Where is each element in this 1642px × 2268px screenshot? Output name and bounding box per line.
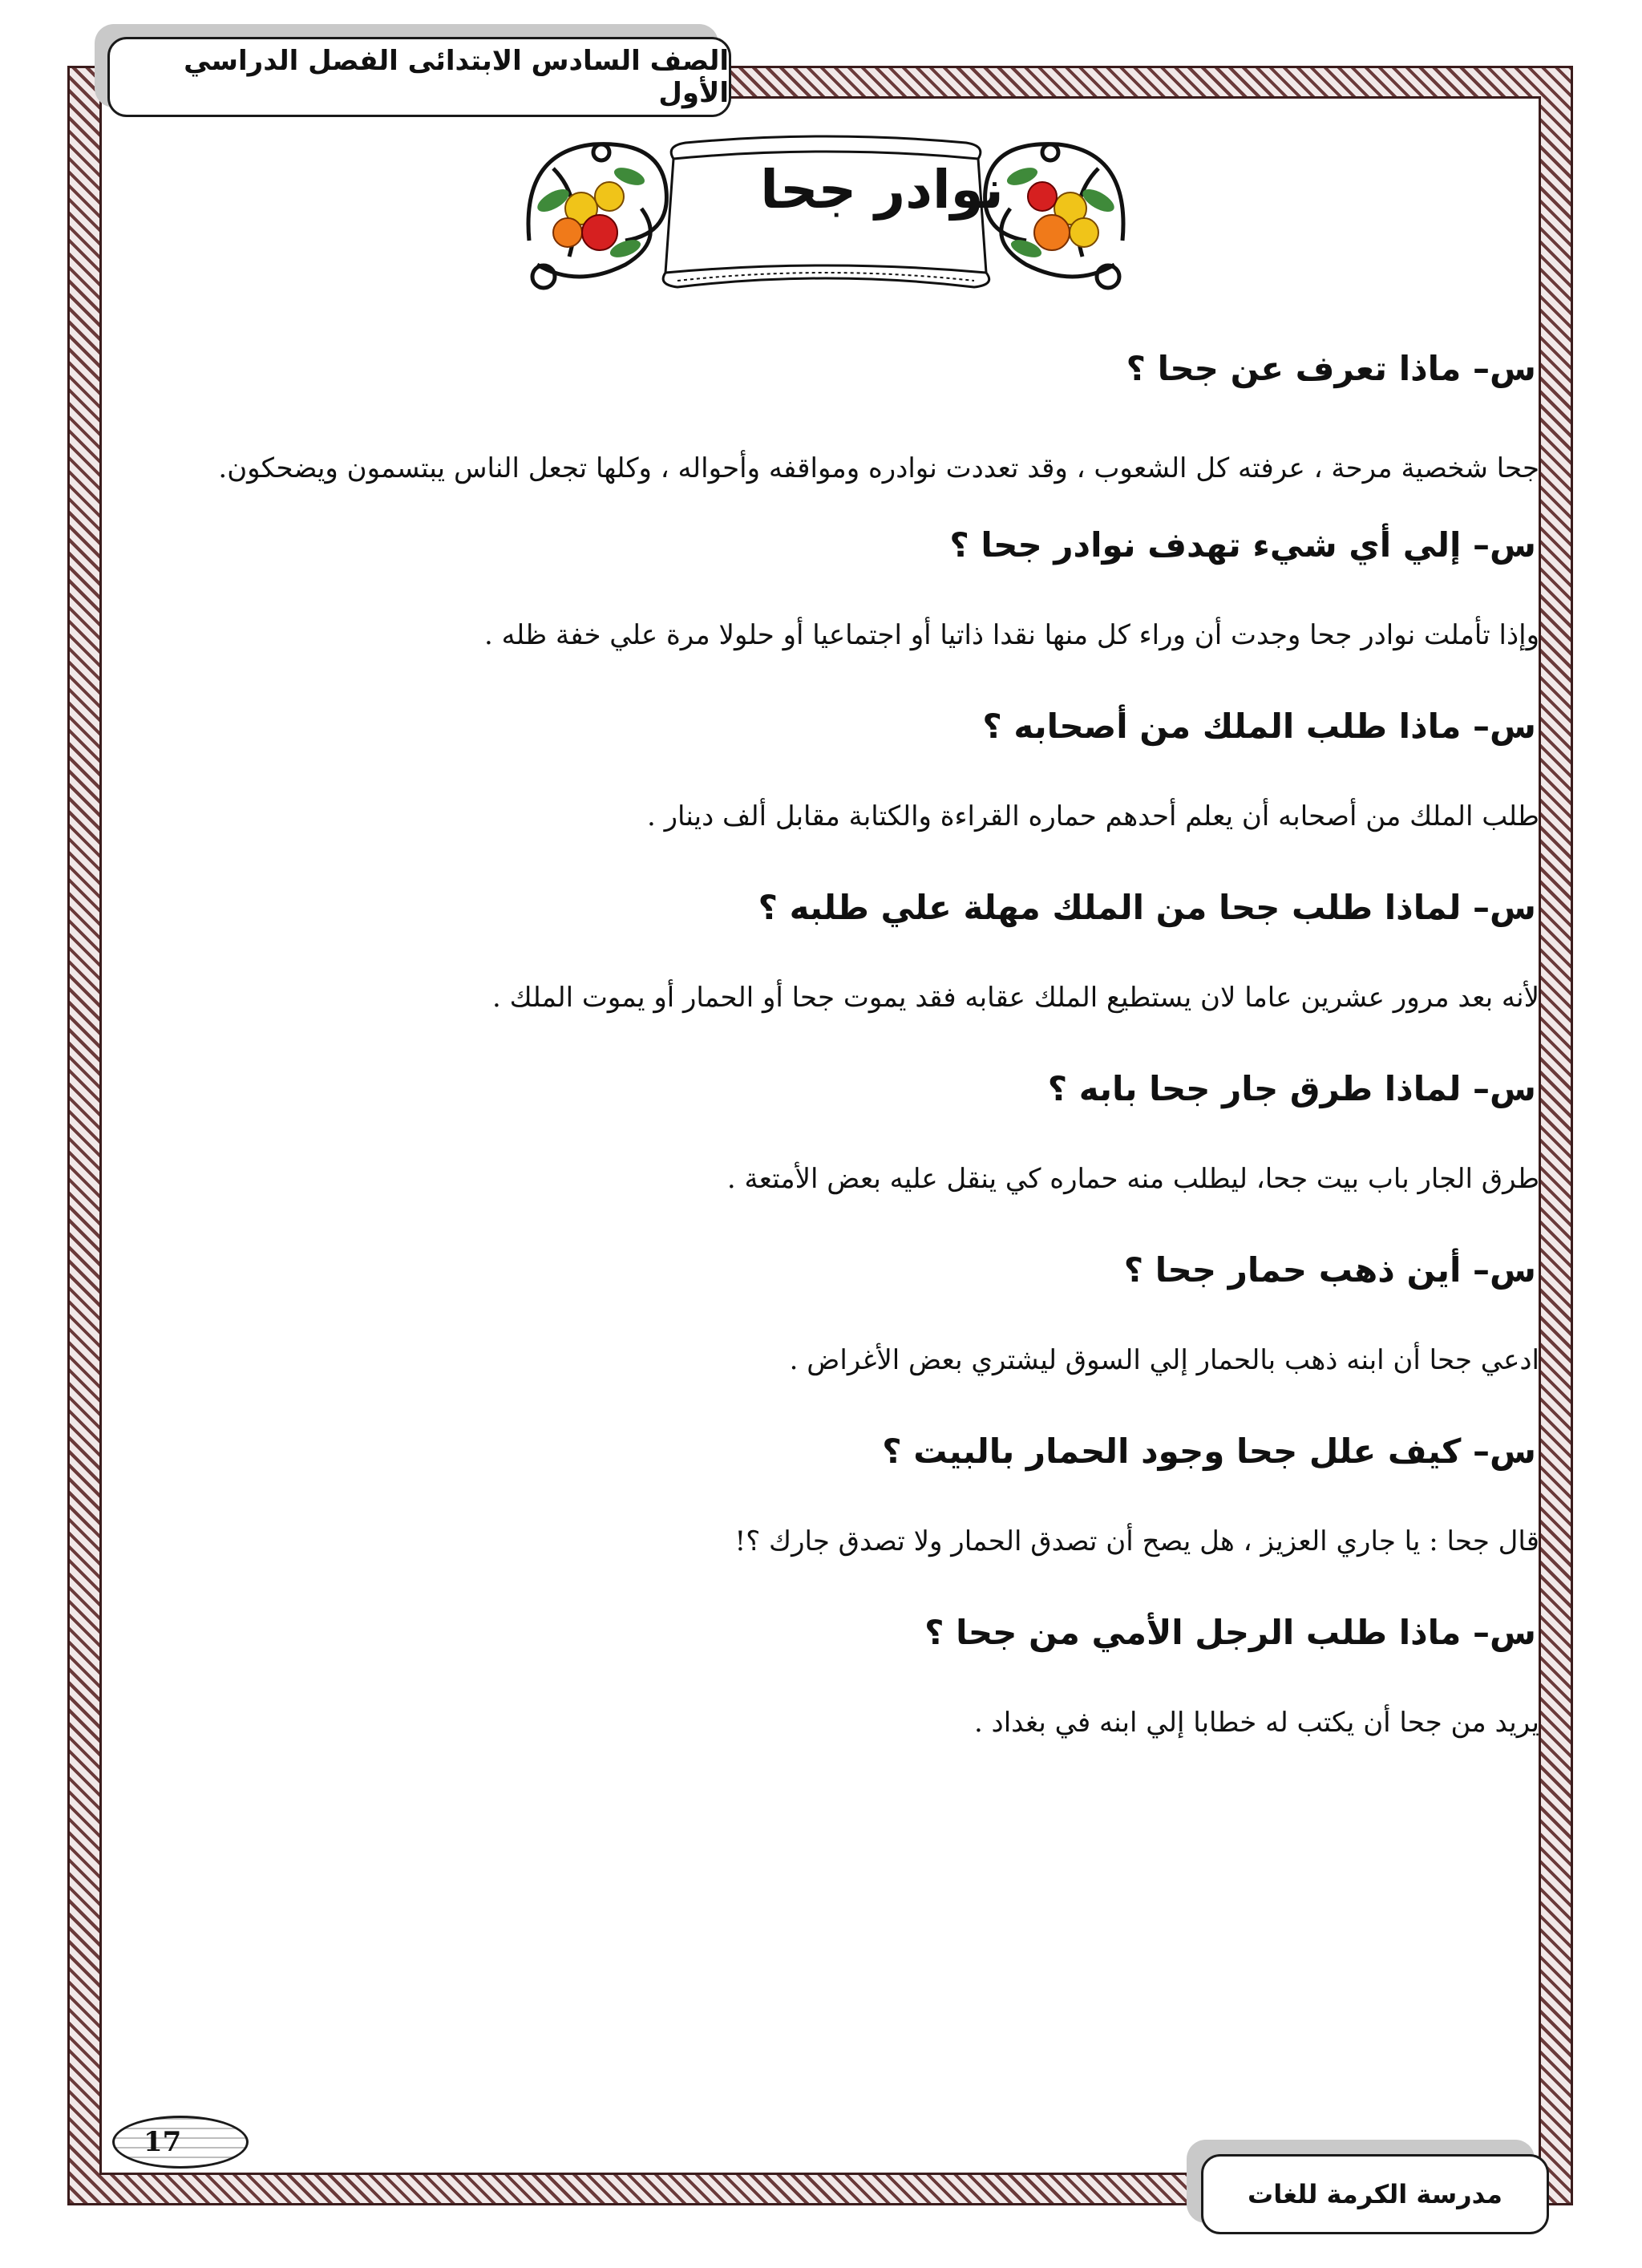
answer: وإذا تأملت نوادر جحا وجدت أن وراء كل منها نقدا ذاتيا أو اجتماعيا أو حلولا مرة علي خفة ظله . <box>484 619 1539 651</box>
qa-item <box>128 1246 1539 1384</box>
header-grade-tab <box>107 37 731 117</box>
answer: طلب الملك من أصحابه أن يعلم أحدهم حماره القراءة والكتابة مقابل ألف دينار . <box>646 800 1539 832</box>
qa-item <box>128 1065 1539 1203</box>
footer-school-tab <box>1201 2154 1549 2234</box>
answer: قال جحا : يا جاري العزيز ، هل يصح أن تصدق الحمار ولا تصدق جارك ؟! <box>734 1525 1539 1557</box>
qa-list <box>128 345 1539 1790</box>
answer: يريد من جحا أن يكتب له خطابا إلي ابنه في بغداد . <box>973 1707 1539 1739</box>
grade-label: الصف السادس الابتدائى الفصل الدراسي الأول <box>184 45 729 109</box>
answer: جحا شخصية مرحة ، عرفته كل الشعوب ، وقد تعددت نوادره ومواقفه وأحواله ، وكلها تجعل الناس يبتسمون ويضحكون. <box>218 452 1539 484</box>
question: س– أين ذهب حمار جحا ؟ <box>1123 1250 1536 1290</box>
qa-item <box>128 703 1539 840</box>
brick-oval-icon <box>112 2116 249 2169</box>
answer: ادعي جحا أن ابنه ذهب بالحمار إلي السوق ليشتري بعض الأغراض . <box>789 1344 1539 1376</box>
qa-item <box>128 1428 1539 1565</box>
qa-item <box>128 1609 1539 1747</box>
question: س– لماذا طرق جار جحا بابه ؟ <box>1047 1069 1536 1108</box>
page-title: نوادر جحا <box>760 158 1004 221</box>
answer: لأنه بعد مرور عشرين عاما لان يستطيع الملك عقابه فقد يموت جحا أو الحمار أو يموت الملك . <box>492 982 1539 1014</box>
question: س– ماذا طلب الرجل الأمي من جحا ؟ <box>924 1613 1536 1652</box>
question: س– لماذا طلب جحا من الملك مهلة علي طلبه ؟ <box>758 888 1536 927</box>
school-name: مدرسة الكرمة للغات <box>1248 2179 1502 2209</box>
question: س– ماذا طلب الملك من أصحابه ؟ <box>982 707 1536 746</box>
qa-item <box>128 884 1539 1022</box>
answer: طرق الجار باب بيت جحا، ليطلب منه حماره كي ينقل عليه بعض الأمتعة . <box>726 1163 1539 1195</box>
question: س– كيف علل جحا وجود الحمار بالبيت ؟ <box>882 1432 1536 1471</box>
qa-item <box>128 345 1539 510</box>
question: س– إلي أي شيء تهدف نوادر جحا ؟ <box>949 525 1536 565</box>
qa-item <box>128 521 1539 659</box>
question: س– ماذا تعرف عن جحا ؟ <box>1126 349 1536 388</box>
page-number: 17 <box>144 2126 182 2158</box>
